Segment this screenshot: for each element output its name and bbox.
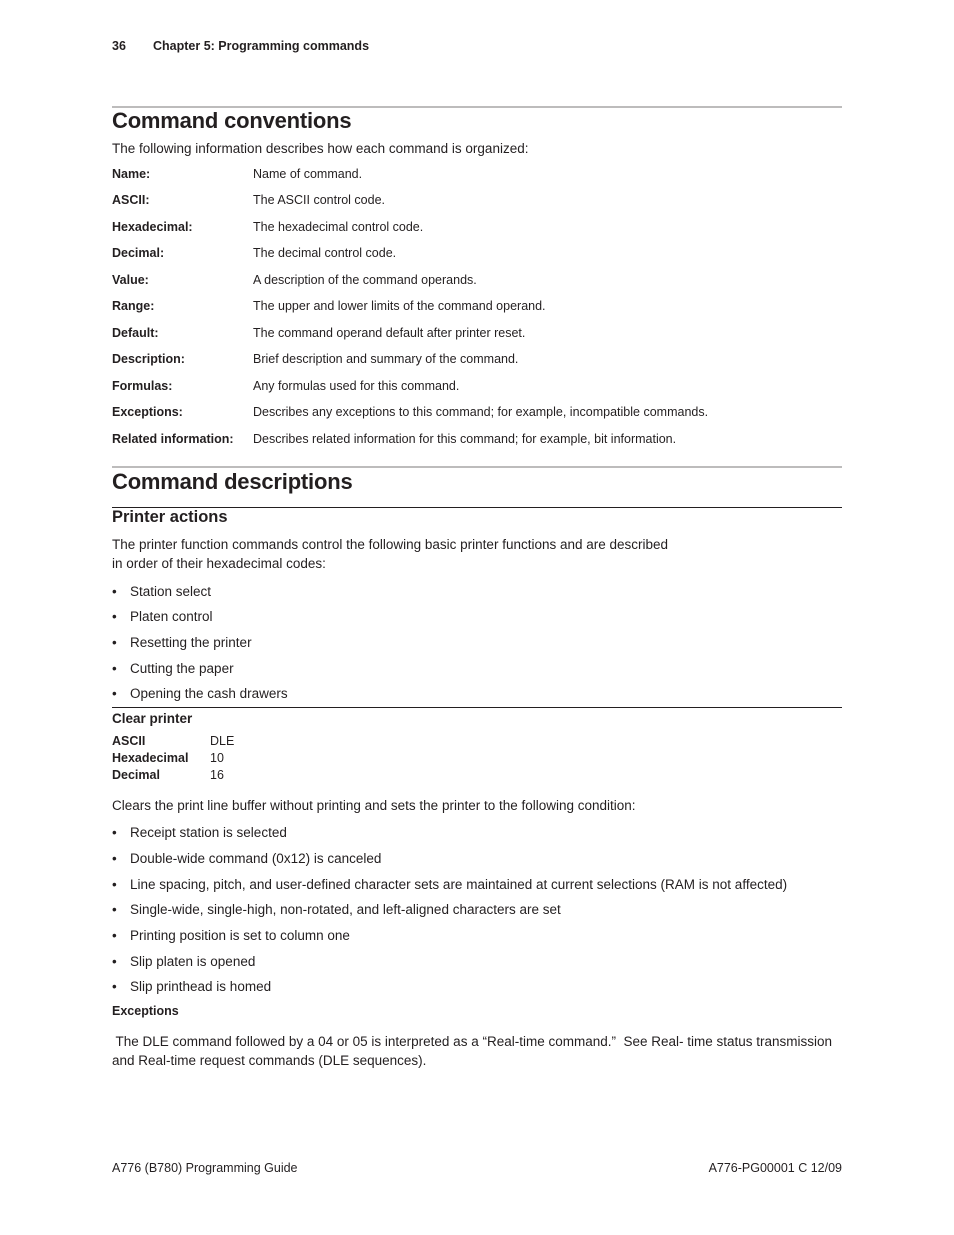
clear-printer-intro: Clears the print line buffer without printing and sets the printer to the following condition: [112, 798, 636, 813]
definition-desc: Describes related information for this command; for example, bit information. [253, 432, 677, 446]
running-header [112, 39, 369, 53]
definition-row [112, 379, 842, 399]
definition-row [112, 167, 842, 187]
definition-term: Range: [112, 299, 155, 313]
code-value: DLE [210, 734, 235, 748]
definition-row [112, 299, 842, 319]
definition-desc: The command operand default after printer reset. [253, 326, 526, 340]
conventions-intro: The following information describes how each command is organized: [112, 141, 529, 156]
definition-row [112, 352, 842, 372]
section-title-conventions: Command conventions [112, 108, 352, 133]
definition-term: Decimal: [112, 246, 165, 260]
definition-row [112, 220, 842, 240]
definition-term: Description: [112, 352, 185, 366]
code-key: ASCII [112, 734, 146, 748]
definition-desc: The upper and lower limits of the command operand. [253, 299, 546, 313]
code-key: Decimal [112, 768, 160, 782]
subsection-title-printer-actions: Printer actions [112, 508, 228, 526]
definition-desc: The hexadecimal control code. [253, 220, 424, 234]
exceptions-text-line1: The DLE command followed by a 04 or 05 is interpreted as a “Real-time command.” See Real- time status transmission [112, 1034, 833, 1049]
definition-desc: Describes any exceptions to this command; for example, incompatible commands. [253, 405, 709, 419]
definition-term: Default: [112, 326, 159, 340]
definition-row [112, 326, 842, 346]
section-rule [112, 466, 842, 468]
definition-row [112, 432, 842, 452]
command-title-clear-printer: Clear printer [112, 711, 193, 726]
definition-term: Exceptions: [112, 405, 183, 419]
definition-term: Hexadecimal: [112, 220, 193, 234]
definition-desc: A description of the command operands. [253, 273, 477, 287]
definition-row [112, 273, 842, 293]
footer-doc-id: A776-PG00001 C 12/09 [708, 1161, 842, 1175]
definition-term: ASCII: [112, 193, 150, 207]
definition-desc: Brief description and summary of the command. [253, 352, 519, 366]
chapter-title: Chapter 5: Programming commands [153, 39, 370, 53]
exceptions-heading: Exceptions [112, 1004, 179, 1018]
definition-desc: Any formulas used for this command. [253, 379, 460, 393]
definition-desc: The decimal control code. [253, 246, 397, 260]
definition-desc: Name of command. [253, 167, 363, 181]
printer-actions-intro-line2: in order of their hexadecimal codes: [112, 556, 326, 571]
page-number: 36 [112, 39, 126, 53]
exceptions-text-line2: and Real-time request commands (DLE sequences). [112, 1053, 427, 1068]
section-title-descriptions: Command descriptions [112, 469, 353, 494]
printer-actions-intro-line1: The printer function commands control the following basic printer functions and are described [112, 537, 669, 552]
definition-term: Formulas: [112, 379, 173, 393]
definition-term: Value: [112, 273, 149, 287]
definition-term: Related information: [112, 432, 234, 446]
footer-title: A776 (B780) Programming Guide [112, 1161, 298, 1175]
code-value: 16 [210, 768, 224, 782]
definition-desc: The ASCII control code. [253, 193, 386, 207]
definition-term: Name: [112, 167, 151, 181]
code-key: Hexadecimal [112, 751, 189, 765]
code-value: 10 [210, 751, 224, 765]
command-rule [112, 707, 842, 708]
definition-row [112, 193, 842, 213]
definition-row [112, 246, 842, 266]
definition-row [112, 405, 842, 425]
